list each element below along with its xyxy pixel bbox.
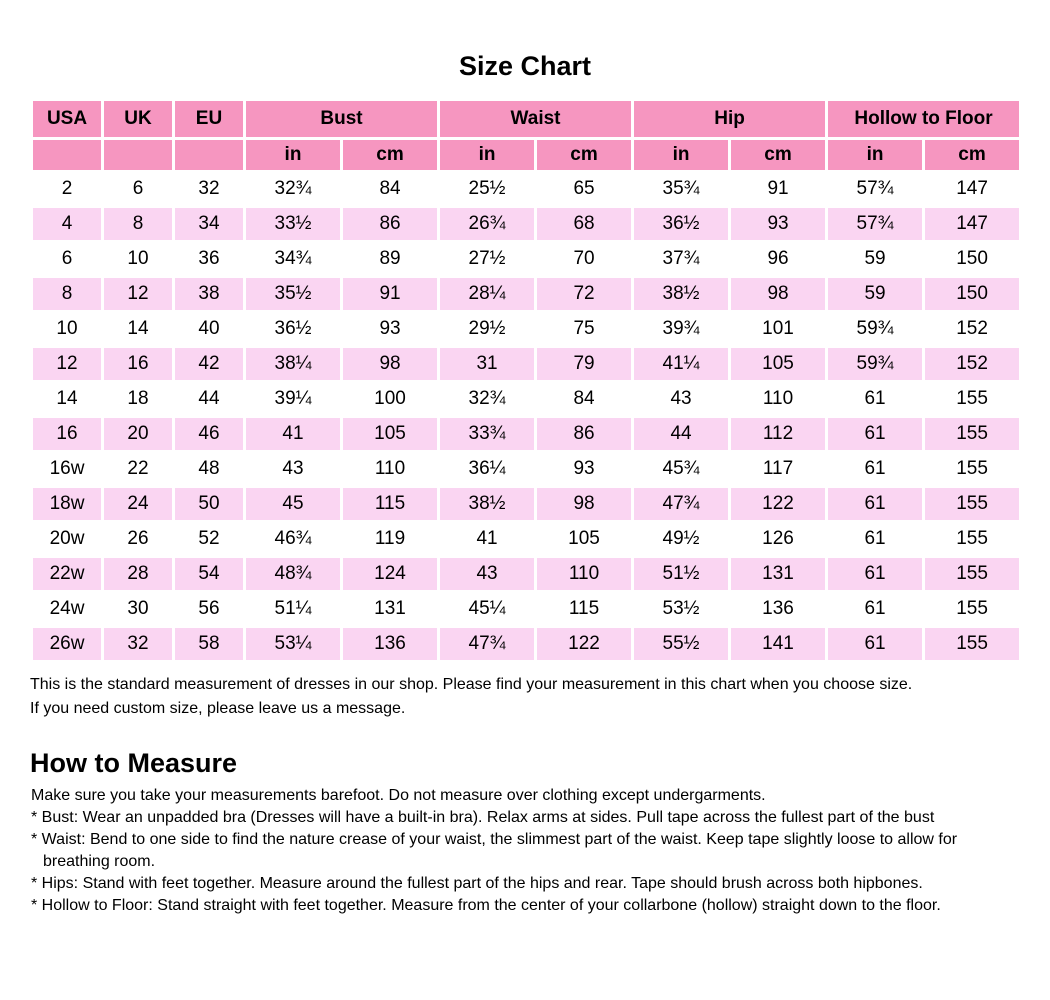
column-unit-header: cm (925, 140, 1019, 170)
table-row (33, 383, 1019, 415)
table-cell: 12 (33, 348, 101, 380)
table-cell: 122 (537, 628, 631, 660)
table-row (33, 208, 1019, 240)
how-to-measure-heading: How to Measure (30, 748, 238, 778)
table-cell: 38¼ (246, 348, 340, 380)
table-cell: 41 (440, 523, 534, 555)
column-group-header: Bust (246, 101, 437, 137)
table-cell: 124 (343, 558, 437, 590)
table-cell: 50 (175, 488, 243, 520)
table-cell: 152 (925, 348, 1019, 380)
table-cell: 131 (343, 593, 437, 625)
table-cell: 155 (925, 523, 1019, 555)
table-cell: 117 (731, 453, 825, 485)
measure-instruction-line: * Hips: Stand with feet together. Measure around the fullest part of the hips and rear. Tape should brush across both hipbones. (31, 875, 923, 892)
table-cell: 20w (33, 523, 101, 555)
notes-block (30, 673, 1020, 721)
table-cell: 18w (33, 488, 101, 520)
table-cell: 6 (104, 173, 172, 205)
table-cell: 84 (343, 173, 437, 205)
table-cell: 110 (537, 558, 631, 590)
column-unit-header (104, 140, 172, 170)
table-cell: 4 (33, 208, 101, 240)
table-cell: 32 (175, 173, 243, 205)
table-cell: 59 (828, 278, 922, 310)
table-cell: 44 (634, 418, 728, 450)
column-group-header: EU (175, 101, 243, 137)
table-row (33, 313, 1019, 345)
table-cell: 98 (537, 488, 631, 520)
table-cell: 48¾ (246, 558, 340, 590)
table-cell: 45¾ (634, 453, 728, 485)
table-body (33, 173, 1019, 660)
table-cell: 61 (828, 558, 922, 590)
table-cell: 75 (537, 313, 631, 345)
table-cell: 59¾ (828, 313, 922, 345)
table-row (33, 418, 1019, 450)
table-cell: 86 (537, 418, 631, 450)
note-line: This is the standard measurement of dresses in our shop. Please find your measurement in this chart when you choose size. (30, 676, 913, 693)
table-cell: 98 (343, 348, 437, 380)
table-cell: 152 (925, 313, 1019, 345)
table-cell: 46¾ (246, 523, 340, 555)
table-cell: 56 (175, 593, 243, 625)
table-cell: 16 (104, 348, 172, 380)
table-cell: 155 (925, 453, 1019, 485)
table-row (33, 453, 1019, 485)
table-cell: 42 (175, 348, 243, 380)
table-cell: 110 (731, 383, 825, 415)
table-cell: 61 (828, 593, 922, 625)
table-cell: 155 (925, 383, 1019, 415)
table-cell: 10 (104, 243, 172, 275)
column-group-header: Hollow to Floor (828, 101, 1019, 137)
table-cell: 41¼ (634, 348, 728, 380)
table-cell: 26 (104, 523, 172, 555)
table-cell: 126 (731, 523, 825, 555)
table-cell: 26¾ (440, 208, 534, 240)
table-row (33, 348, 1019, 380)
table-cell: 29½ (440, 313, 534, 345)
table-cell: 16w (33, 453, 101, 485)
size-chart-page (0, 50, 1050, 1000)
table-cell: 115 (537, 593, 631, 625)
table-cell: 98 (731, 278, 825, 310)
column-group-header: Waist (440, 101, 631, 137)
column-group-header: UK (104, 101, 172, 137)
table-row (33, 593, 1019, 625)
table-cell: 24w (33, 593, 101, 625)
table-cell: 46 (175, 418, 243, 450)
table-cell: 57¾ (828, 208, 922, 240)
column-unit-header: cm (343, 140, 437, 170)
table-cell: 141 (731, 628, 825, 660)
table-cell: 79 (537, 348, 631, 380)
table-cell: 155 (925, 558, 1019, 590)
table-cell: 65 (537, 173, 631, 205)
table-row (33, 523, 1019, 555)
table-cell: 131 (731, 558, 825, 590)
column-unit-header: in (440, 140, 534, 170)
table-row (33, 173, 1019, 205)
table-cell: 86 (343, 208, 437, 240)
table-cell: 30 (104, 593, 172, 625)
table-cell: 24 (104, 488, 172, 520)
table-cell: 136 (731, 593, 825, 625)
table-cell: 68 (537, 208, 631, 240)
table-cell: 14 (33, 383, 101, 415)
table-cell: 155 (925, 418, 1019, 450)
table-cell: 26w (33, 628, 101, 660)
table-cell: 61 (828, 488, 922, 520)
table-row (33, 278, 1019, 310)
measure-instruction-line: * Hollow to Floor: Stand straight with feet together. Measure from the center of your collarbone (hollow) straight down to the floor. (31, 897, 941, 914)
table-cell: 100 (343, 383, 437, 415)
table-cell: 96 (731, 243, 825, 275)
column-unit-header: cm (731, 140, 825, 170)
column-unit-header (175, 140, 243, 170)
table-cell: 22w (33, 558, 101, 590)
table-cell: 32 (104, 628, 172, 660)
table-cell: 93 (343, 313, 437, 345)
column-unit-header: in (246, 140, 340, 170)
table-cell: 55½ (634, 628, 728, 660)
table-cell: 61 (828, 628, 922, 660)
table-cell: 49½ (634, 523, 728, 555)
table-cell: 33¾ (440, 418, 534, 450)
table-cell: 53¼ (246, 628, 340, 660)
table-cell: 37¾ (634, 243, 728, 275)
table-unit-header-row (33, 140, 1019, 170)
table-cell: 28 (104, 558, 172, 590)
table-cell: 39¼ (246, 383, 340, 415)
table-cell: 35½ (246, 278, 340, 310)
table-cell: 47¾ (440, 628, 534, 660)
table-row (33, 628, 1019, 660)
table-cell: 38½ (634, 278, 728, 310)
table-cell: 36¼ (440, 453, 534, 485)
table-row (33, 488, 1019, 520)
column-unit-header: cm (537, 140, 631, 170)
table-cell: 52 (175, 523, 243, 555)
table-cell: 93 (731, 208, 825, 240)
table-cell: 38½ (440, 488, 534, 520)
column-unit-header (33, 140, 101, 170)
table-cell: 32¾ (440, 383, 534, 415)
column-unit-header: in (828, 140, 922, 170)
table-cell: 22 (104, 453, 172, 485)
table-cell: 36½ (634, 208, 728, 240)
column-group-header: USA (33, 101, 101, 137)
table-group-header-row (33, 101, 1019, 137)
table-cell: 147 (925, 173, 1019, 205)
table-cell: 34 (175, 208, 243, 240)
table-cell: 72 (537, 278, 631, 310)
table-cell: 6 (33, 243, 101, 275)
table-cell: 44 (175, 383, 243, 415)
table-cell: 35¾ (634, 173, 728, 205)
table-cell: 16 (33, 418, 101, 450)
table-cell: 101 (731, 313, 825, 345)
table-cell: 54 (175, 558, 243, 590)
table-cell: 147 (925, 208, 1019, 240)
table-cell: 155 (925, 488, 1019, 520)
table-cell: 34¾ (246, 243, 340, 275)
table-cell: 32¾ (246, 173, 340, 205)
table-cell: 14 (104, 313, 172, 345)
table-cell: 10 (33, 313, 101, 345)
table-cell: 150 (925, 243, 1019, 275)
table-cell: 51¼ (246, 593, 340, 625)
column-unit-header: in (634, 140, 728, 170)
table-cell: 47¾ (634, 488, 728, 520)
table-cell: 89 (343, 243, 437, 275)
measure-instruction-line: * Waist: Bend to one side to find the nature crease of your waist, the slimmest part of the waist. Keep tape slightly loose to allow for breathing room. (31, 831, 958, 870)
table-cell: 59¾ (828, 348, 922, 380)
table-cell: 110 (343, 453, 437, 485)
table-cell: 115 (343, 488, 437, 520)
table-cell: 8 (104, 208, 172, 240)
table-cell: 45¼ (440, 593, 534, 625)
table-cell: 41 (246, 418, 340, 450)
table-cell: 105 (537, 523, 631, 555)
table-cell: 38 (175, 278, 243, 310)
table-cell: 58 (175, 628, 243, 660)
table-cell: 2 (33, 173, 101, 205)
table-cell: 8 (33, 278, 101, 310)
table-cell: 122 (731, 488, 825, 520)
table-cell: 61 (828, 418, 922, 450)
table-cell: 61 (828, 453, 922, 485)
table-row (33, 558, 1019, 590)
table-cell: 43 (246, 453, 340, 485)
table-cell: 93 (537, 453, 631, 485)
how-to-measure-block (31, 785, 1022, 917)
table-cell: 155 (925, 628, 1019, 660)
table-cell: 51½ (634, 558, 728, 590)
table-cell: 136 (343, 628, 437, 660)
table-cell: 39¾ (634, 313, 728, 345)
table-cell: 45 (246, 488, 340, 520)
table-cell: 31 (440, 348, 534, 380)
table-row (33, 243, 1019, 275)
table-cell: 36½ (246, 313, 340, 345)
table-cell: 119 (343, 523, 437, 555)
table-cell: 28¼ (440, 278, 534, 310)
table-cell: 155 (925, 593, 1019, 625)
table-cell: 150 (925, 278, 1019, 310)
table-cell: 61 (828, 523, 922, 555)
table-cell: 20 (104, 418, 172, 450)
table-cell: 40 (175, 313, 243, 345)
table-cell: 18 (104, 383, 172, 415)
note-line: If you need custom size, please leave us a message. (30, 700, 406, 717)
table-cell: 12 (104, 278, 172, 310)
table-head (33, 101, 1019, 170)
table-cell: 53½ (634, 593, 728, 625)
column-group-header: Hip (634, 101, 825, 137)
table-cell: 91 (731, 173, 825, 205)
table-cell: 33½ (246, 208, 340, 240)
table-cell: 105 (731, 348, 825, 380)
page-title: Size Chart (458, 51, 592, 81)
table-cell: 59 (828, 243, 922, 275)
table-cell: 43 (440, 558, 534, 590)
size-chart-table (30, 98, 1022, 663)
table-cell: 57¾ (828, 173, 922, 205)
table-cell: 91 (343, 278, 437, 310)
table-cell: 43 (634, 383, 728, 415)
table-cell: 48 (175, 453, 243, 485)
table-cell: 27½ (440, 243, 534, 275)
measure-instruction-line: Make sure you take your measurements barefoot. Do not measure over clothing except undergarments. (31, 787, 766, 804)
table-cell: 105 (343, 418, 437, 450)
table-cell: 70 (537, 243, 631, 275)
table-cell: 25½ (440, 173, 534, 205)
table-cell: 112 (731, 418, 825, 450)
table-cell: 61 (828, 383, 922, 415)
table-cell: 36 (175, 243, 243, 275)
table-cell: 84 (537, 383, 631, 415)
measure-instruction-line: * Bust: Wear an unpadded bra (Dresses will have a built-in bra). Relax arms at sides. Pull tape across the fullest part of the bust (31, 809, 935, 826)
